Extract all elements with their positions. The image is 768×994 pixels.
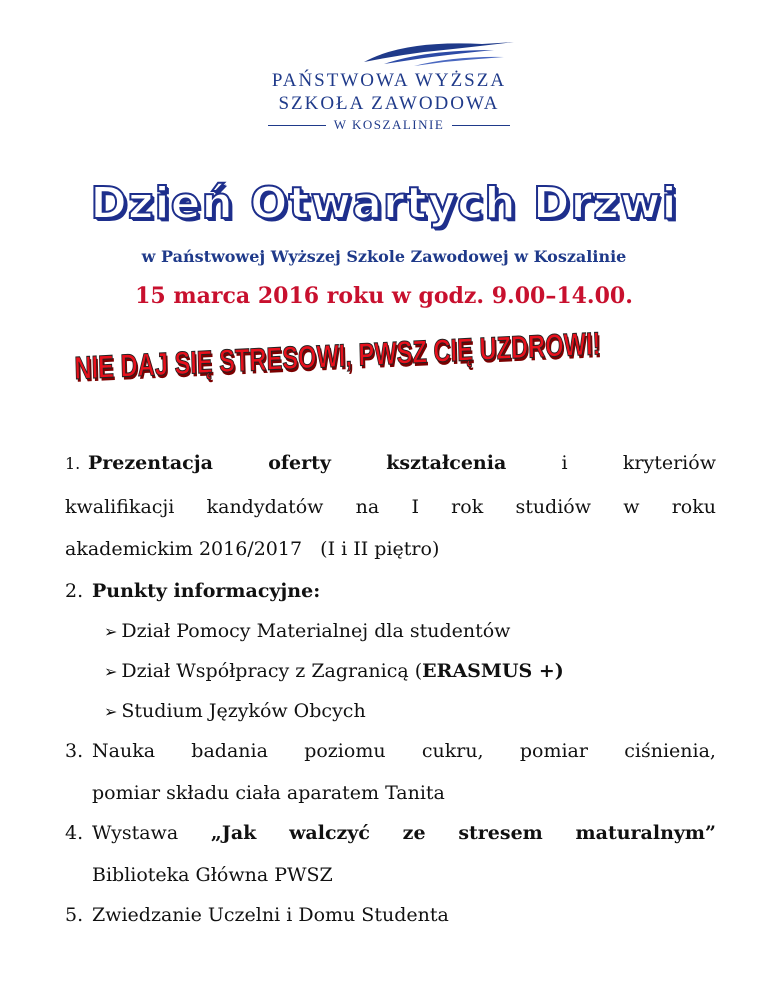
item-1-word: kwalifikacji [65,496,175,518]
logo-city: W KOSZALINIE [333,117,445,132]
item-4-bold-word: walczyć [289,822,370,844]
item-number: 5. [65,904,84,926]
item-1-line-1 [88,452,716,474]
arrow-bullet-icon: ➢ [104,662,118,681]
bullet-text: Dział Współpracy z Zagranicą ( [121,660,423,682]
arrow-bullet-icon: ➢ [104,702,118,721]
item-1-word: w [623,496,640,518]
item-1-word: oferty [268,452,331,474]
item-1-word: i [561,452,568,474]
item-3-word: Nauka [92,740,156,762]
item-number: 2. [65,580,84,602]
school-logo [244,38,534,132]
item-1-line-3: akademickim 2016/2017 (I i II piętro) [65,538,440,560]
item-3-word: cukru, [421,740,484,762]
bullet-text: Studium Języków Obcych [121,700,366,722]
item-4-line-1 [92,822,716,844]
item-1-word: studiów [515,496,592,518]
item-4-bold-word: ze [402,822,426,844]
item-1-word: roku [671,496,716,518]
item-3-line-1 [92,740,716,762]
item-4-bold-word: maturalnym” [575,822,716,844]
logo-text-line3 [244,117,534,133]
logo-text-line2: SZKOŁA ZAWODOWA [278,93,500,114]
item-1-word: Prezentacja [88,452,213,474]
logo-wing-icon [364,38,514,68]
item-4-word: Wystawa [92,822,179,844]
logo-text-line1: PAŃSTWOWA WYŻSZA [271,70,507,91]
item-3-word: badania [191,740,268,762]
item-5-text: Zwiedzanie Uczelni i Domu Studenta [92,904,449,926]
item-4-line-2: Biblioteka Główna PWSZ [92,864,333,886]
slogan-text: NIE DAJ SIĘ STRESOWI, PWSZ CIĘ UZDROWI! [74,325,601,386]
item-number: 3. [65,740,84,762]
logo-rule-left [268,125,326,126]
item-4-bold-word: stresem [458,822,543,844]
item-number: 1. [65,454,81,473]
bullet-item [104,700,366,722]
item-1-line-2 [65,496,716,518]
item-1-word: kształcenia [386,452,507,474]
slogan [0,325,768,420]
bullet-item [104,660,564,682]
bullet-bold-text: ERASMUS +) [422,660,564,682]
item-3-word: poziomu [304,740,386,762]
item-1-word: na [355,496,380,518]
bullet-item [104,620,510,642]
item-1-word: I [411,496,419,518]
arrow-bullet-icon: ➢ [104,622,118,641]
item-2-text: Punkty informacyjne: [92,580,321,602]
item-4-bold-word: „Jak [210,822,257,844]
page-title: Dzień Otwartych Drzwi [90,178,678,229]
subtitle: w Państwowej Wyższej Szkole Zawodowej w Koszalinie [141,247,627,266]
logo-rule-right [452,125,510,126]
event-date: 15 marca 2016 roku w godz. 9.00–14.00. [135,283,633,309]
item-3-word: ciśnienia, [624,740,716,762]
item-1-word: rok [451,496,484,518]
item-1-word: kryteriów [622,452,716,474]
item-3-line-2: pomiar składu ciała aparatem Tanita [92,782,445,804]
item-1-word: kandydatów [206,496,324,518]
item-3-word: pomiar [519,740,588,762]
bullet-text: Dział Pomocy Materialnej dla studentów [121,620,511,642]
item-number: 4. [65,822,84,844]
